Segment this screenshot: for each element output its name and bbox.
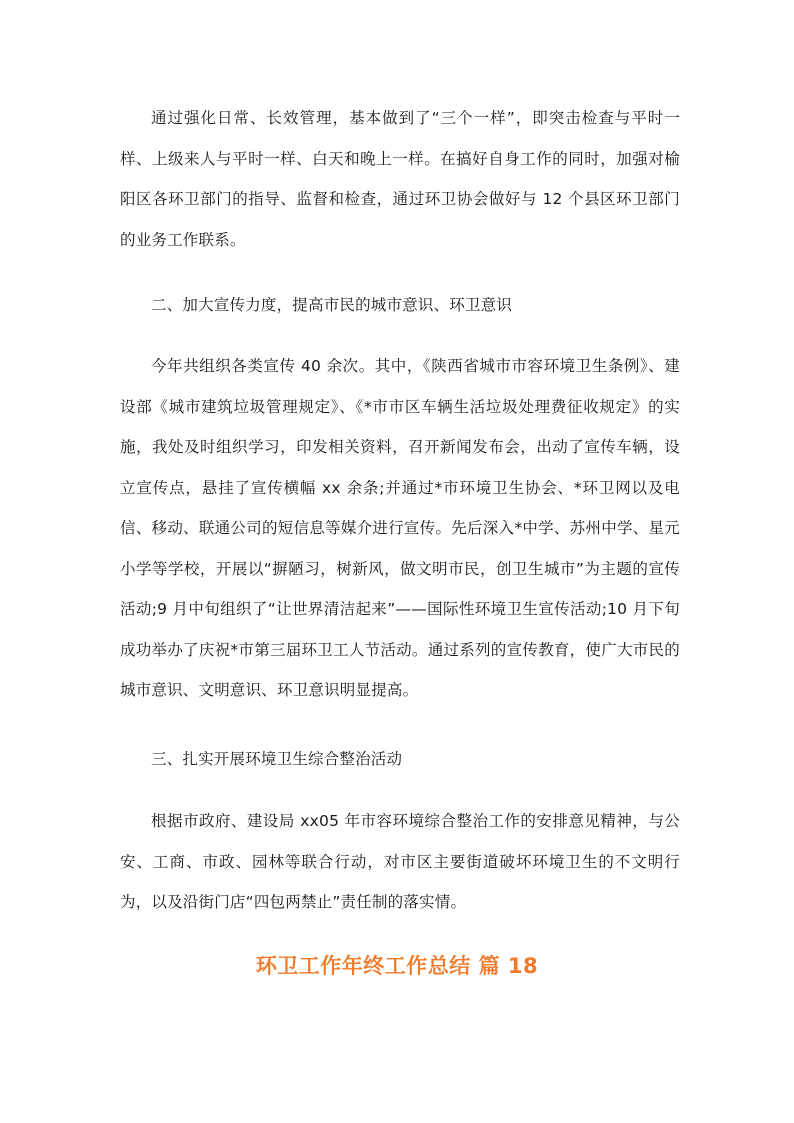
- paragraph-rectification: 根据市政府、建设局 xx05 年市容环境综合整治工作的安排意见精神，与公安、工商、市政、园林等联合行动，对市区主要街道破坏环境卫生的不文明行为，以及沿街门店“四包两禁止”责任制的落实情。: [120, 812, 680, 911]
- paragraph-daily-management: 通过强化日常、长效管理，基本做到了“三个一样”，即突击检查与平时一样、上级来人与平时一样、白天和晚上一样。在搞好自身工作的同时，加强对榆阳区各环卫部门的指导、监督和检查，通过环卫协会做好与 12 个县区环卫部门的业务工作联系。: [120, 109, 680, 249]
- heading-environment-rectification: 三、扎实开展环境卫生综合整治活动: [151, 750, 403, 768]
- paragraph-publicity: 今年共组织各类宣传 40 余次。其中，《陕西省城市市容环境卫生条例》、建设部《城市建筑垃圾管理规定》、《*市市区车辆生活垃圾处理费征收规定》的实施，我处及时组织学习，印发相关资料，召开新闻发布会，出动了宣传车辆，设立宣传点，悬挂了宣传横幅 xx 余条;并通过*市环境卫生协会、*环卫网以及电信、移动、联通公司的短信息等媒介进行宣传。先后深入*中学、苏州中学、星元小学等学校，开展以“摒陋习，树新风，做文明市民，创卫生城市”为主题的宣传活动;9 月中旬组织了“让世界清洁起来”——国际性环境卫生宣传活动;10 月下旬成功举办了庆祝*市第三届环卫工人节活动。通过系列的宣传教育，使广大市民的城市意识、文明意识、环卫意识明显提高。: [120, 357, 680, 699]
- section-title: 环卫工作年终工作总结 篇 18: [255, 954, 539, 978]
- heading-publicity: 二、加大宣传力度，提高市民的城市意识、环卫意识: [151, 296, 513, 314]
